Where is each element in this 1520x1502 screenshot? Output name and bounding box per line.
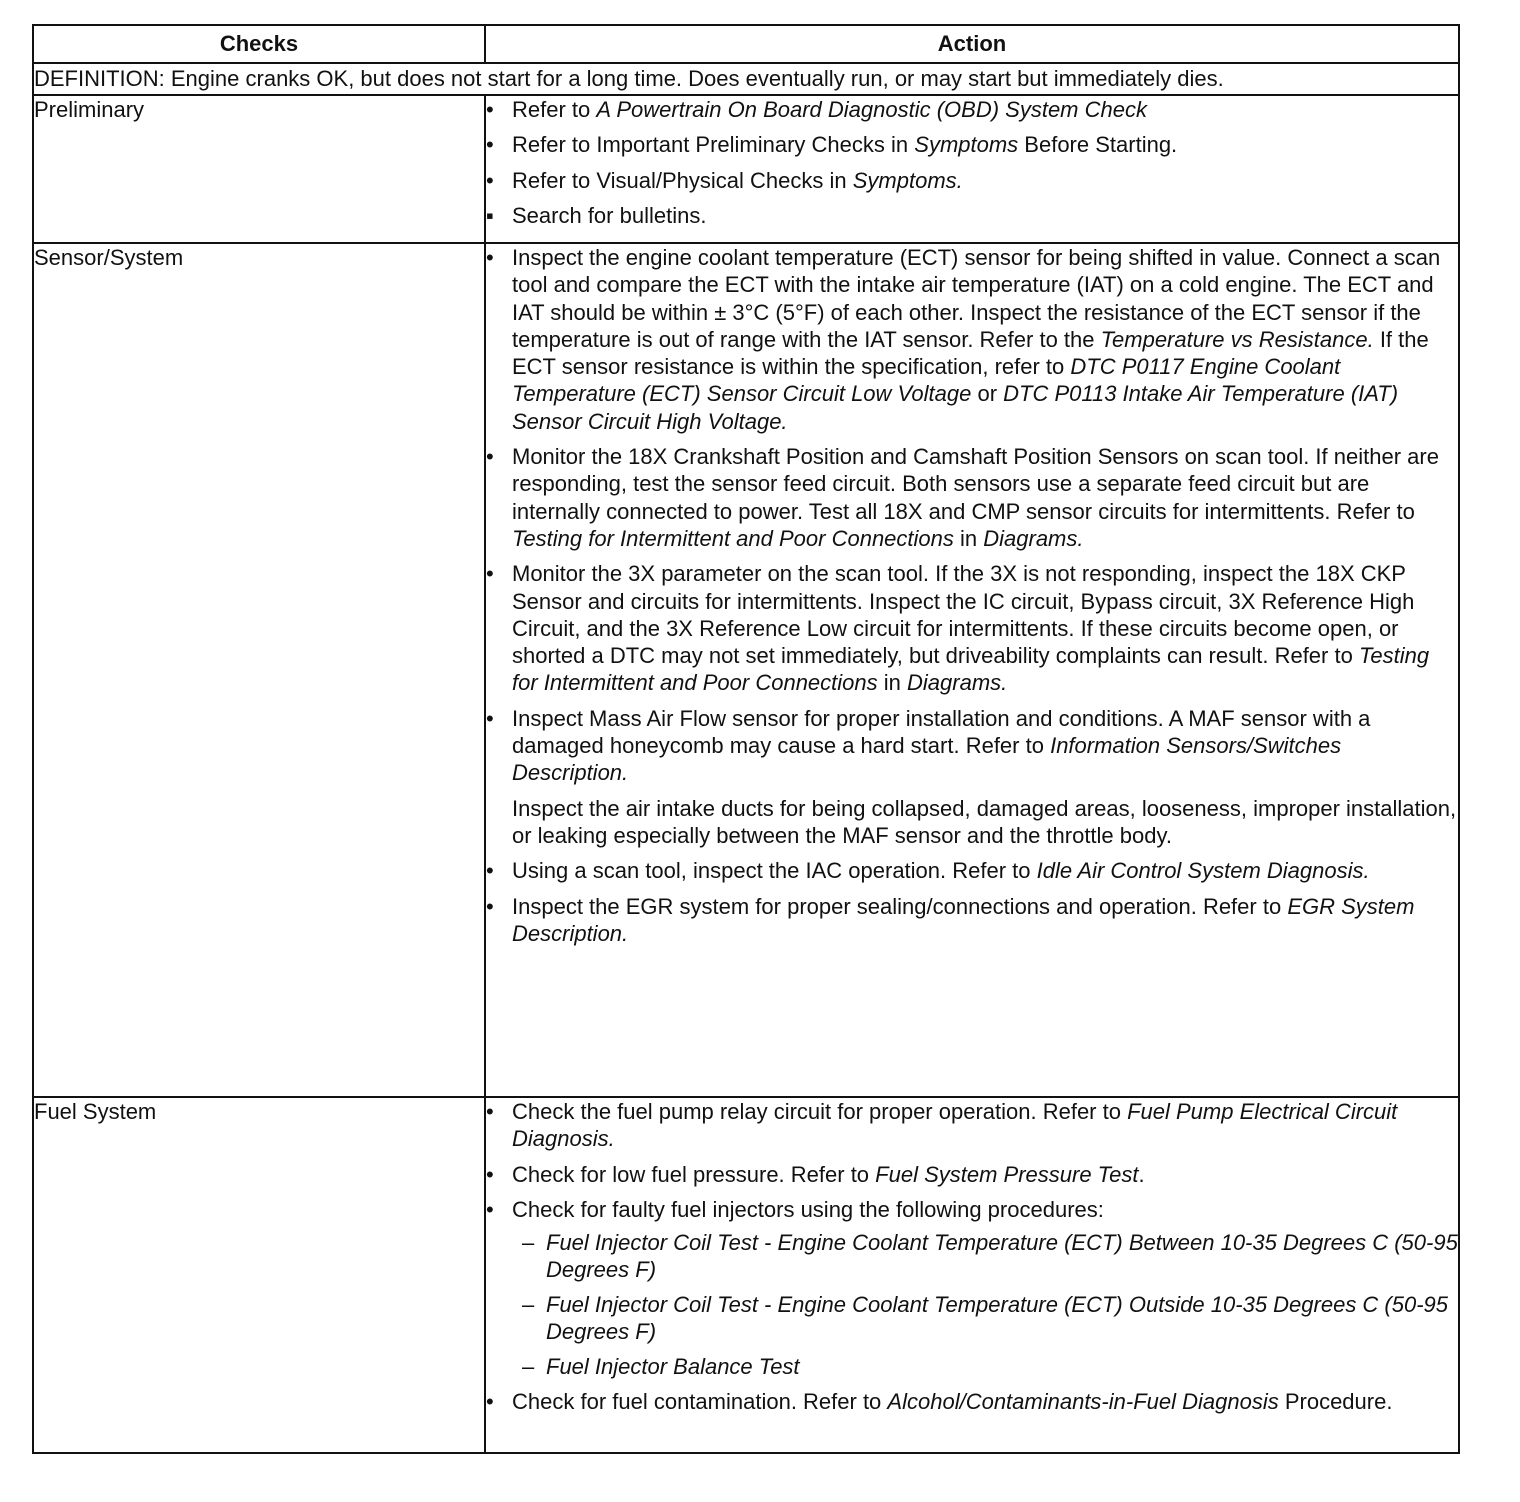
list-item: Inspect the air intake ducts for being collapsed, damaged areas, looseness, improper installation, or leaking especially between the MAF sensor and the throttle body. [512,795,1457,848]
table-row [33,1097,1459,1453]
action-list [486,1098,1458,1415]
list-item: • Check for fuel contamination. Refer to Alcohol/Contaminants-in-Fuel Diagnosis Procedure. [486,1388,1458,1415]
action-list [486,244,1458,947]
table-row [33,95,1459,243]
action-header: Action [485,25,1459,63]
list-item: • Check for low fuel pressure. Refer to Fuel System Pressure Test. [486,1161,1458,1188]
diagnostic-table [32,24,1460,1454]
list-item: • Using a scan tool, inspect the IAC operation. Refer to Idle Air Control System Diagnosis. [486,857,1458,884]
action-cell [485,95,1459,243]
header-row [33,25,1459,63]
action-cell [485,1097,1459,1453]
list-item: • Inspect the engine coolant temperature (ECT) sensor for being shifted in value. Connect a scan tool and compare the ECT with the intake air temperature (IAT) on a cold engine. The ECT and IAT should be within ± 3°C (5°F) of each other. Inspect the resistance of the ECT sensor if the temperature is out of range with the IAT sensor. Refer to the Temperature vs Resistance. If the ECT sensor resistance is within the specification, refer to DTC P0117 Engine Coolant Temperature (ECT) Sensor Circuit Low Voltage or DTC P0113 Intake Air Temperature (IAT) Sensor Circuit High Voltage. [486,244,1458,435]
checks-header: Checks [33,25,485,63]
list-item: • Inspect Mass Air Flow sensor for proper installation and conditions. A MAF sensor with a damaged honeycomb may cause a hard start. Refer to Information Sensors/Switches Description. [486,705,1458,787]
table-row [33,243,1459,1097]
sub-list [512,1229,1458,1380]
check-label: Fuel System [33,1097,485,1453]
list-item: ▪ Search for bulletins. [486,202,1458,229]
list-item: • Refer to A Powertrain On Board Diagnostic (OBD) System Check [486,96,1458,123]
check-label: Sensor/System [33,243,485,1097]
sub-list-item: – Fuel Injector Balance Test [522,1353,1458,1380]
action-list [486,96,1458,229]
list-item: • Monitor the 3X parameter on the scan tool. If the 3X is not responding, inspect the 18X CKP Sensor and circuits for intermittents. Inspect the IC circuit, Bypass circuit, 3X Reference High Circuit, and the 3X Reference Low circuit for intermittents. If these circuits become open, or shorted a DTC may not set immediately, but driveability complaints can result. Refer to Testing for Intermittent and Poor Connections in Diagrams. [486,560,1458,696]
list-item: • Check for faulty fuel injectors using the following procedures: – Fuel Injector Coil Test - Engine Coolant Temperature (ECT) Between 10-35 Degrees C (50-95 Degrees F) – Fuel Injector Coil Test - Engine Coolant Temperature (ECT) Outside 10-35 Degrees C (50-95 Degrees F) – Fuel Injector Balance Test [486,1196,1458,1380]
list-item: • Refer to Important Preliminary Checks in Symptoms Before Starting. [486,131,1458,158]
list-item: • Inspect the EGR system for proper sealing/connections and operation. Refer to EGR System Description. [486,893,1458,948]
list-item: • Check the fuel pump relay circuit for proper operation. Refer to Fuel Pump Electrical Circuit Diagnosis. [486,1098,1458,1153]
list-item: • Refer to Visual/Physical Checks in Symptoms. [486,167,1458,194]
action-cell [485,243,1459,1097]
sub-list-item: – Fuel Injector Coil Test - Engine Coolant Temperature (ECT) Outside 10-35 Degrees C (50-95 Degrees F) [522,1291,1458,1345]
check-label: Preliminary [33,95,485,243]
list-item: • Monitor the 18X Crankshaft Position and Camshaft Position Sensors on scan tool. If neither are responding, test the sensor feed circuit. Both sensors use a separate feed circuit but are internally connected to power. Test all 18X and CMP sensor circuits for intermittents. Refer to Testing for Intermittent and Poor Connections in Diagrams. [486,443,1458,552]
sub-list-item: – Fuel Injector Coil Test - Engine Coolant Temperature (ECT) Between 10-35 Degrees C (50-95 Degrees F) [522,1229,1458,1283]
definition-row [33,63,1459,95]
definition-text: DEFINITION: Engine cranks OK, but does not start for a long time. Does eventually run, or may start but immediately dies. [33,63,1459,95]
